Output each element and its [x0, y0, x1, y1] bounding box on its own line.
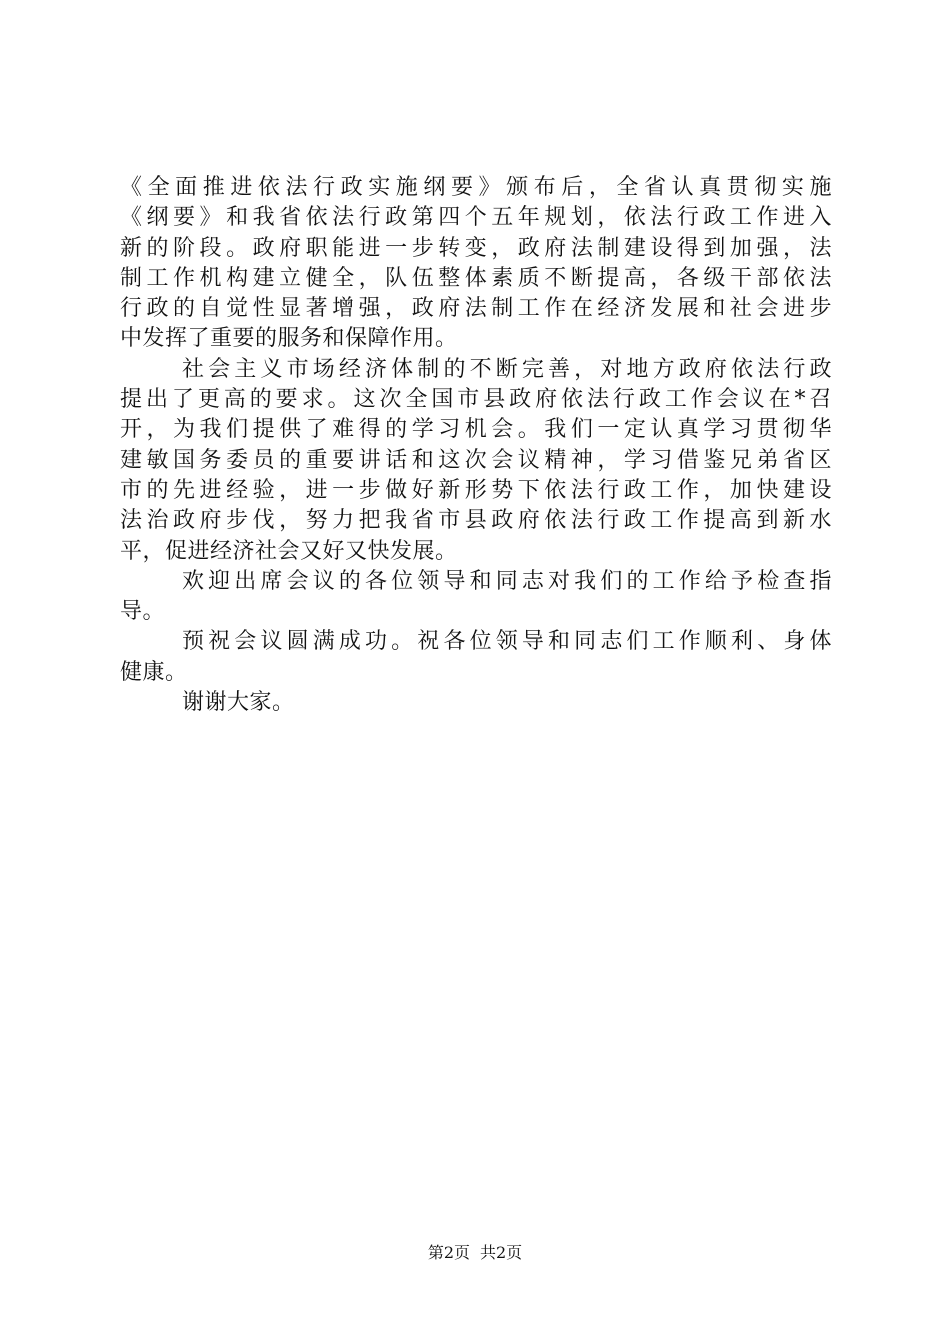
paragraph-2: [120, 355, 832, 567]
page-number: 第2页: [427, 1243, 470, 1262]
text-line: 导。: [120, 599, 166, 625]
text-line: 行政的自觉性显著增强，政府法制工作在经济发展和社会进步: [120, 296, 832, 322]
text-line: 社会主义市场经济体制的不断完善，对地方政府依法行政: [182, 356, 832, 382]
text-line: 制工作机构建立健全，队伍整体素质不断提高，各级干部依法: [120, 265, 832, 291]
paragraph-5: [120, 688, 832, 718]
text-line: 谢谢大家。: [182, 690, 295, 716]
page-footer: [0, 1243, 950, 1263]
paragraph-4: [120, 627, 832, 688]
text-line: 预祝会议圆满成功。祝各位领导和同志们工作顺利、身体: [182, 629, 832, 655]
text-line: 《纲要》和我省依法行政第四个五年规划，依法行政工作进入: [120, 205, 832, 231]
text-line: 《全面推进依法行政实施纲要》颁布后，全省认真贯彻实施: [120, 175, 832, 200]
text-line: 建敏国务委员的重要讲话和这次会议精神，学习借鉴兄弟省区: [120, 447, 832, 473]
text-line: 市的先进经验，进一步做好新形势下依法行政工作，加快建设: [120, 477, 832, 503]
text-line: 健康。: [120, 659, 188, 685]
text-line: 平，促进经济社会又好又快发展。: [120, 538, 458, 564]
text-line: 中发挥了重要的服务和保障作用。: [120, 326, 458, 352]
document-body: [120, 173, 832, 718]
text-line: 提出了更高的要求。这次全国市县政府依法行政工作会议在*召: [120, 387, 832, 413]
text-line: 法治政府步伐，努力把我省市县政府依法行政工作提高到新水: [120, 508, 832, 534]
paragraph-3: [120, 567, 832, 628]
text-line: 开，为我们提供了难得的学习机会。我们一定认真学习贯彻华: [120, 417, 832, 443]
text-line: 欢迎出席会议的各位领导和同志对我们的工作给予检查指: [182, 568, 832, 594]
page-total: 共2页: [480, 1243, 523, 1262]
paragraph-1: [120, 173, 832, 355]
text-line: 新的阶段。政府职能进一步转变，政府法制建设得到加强，法: [120, 235, 832, 261]
